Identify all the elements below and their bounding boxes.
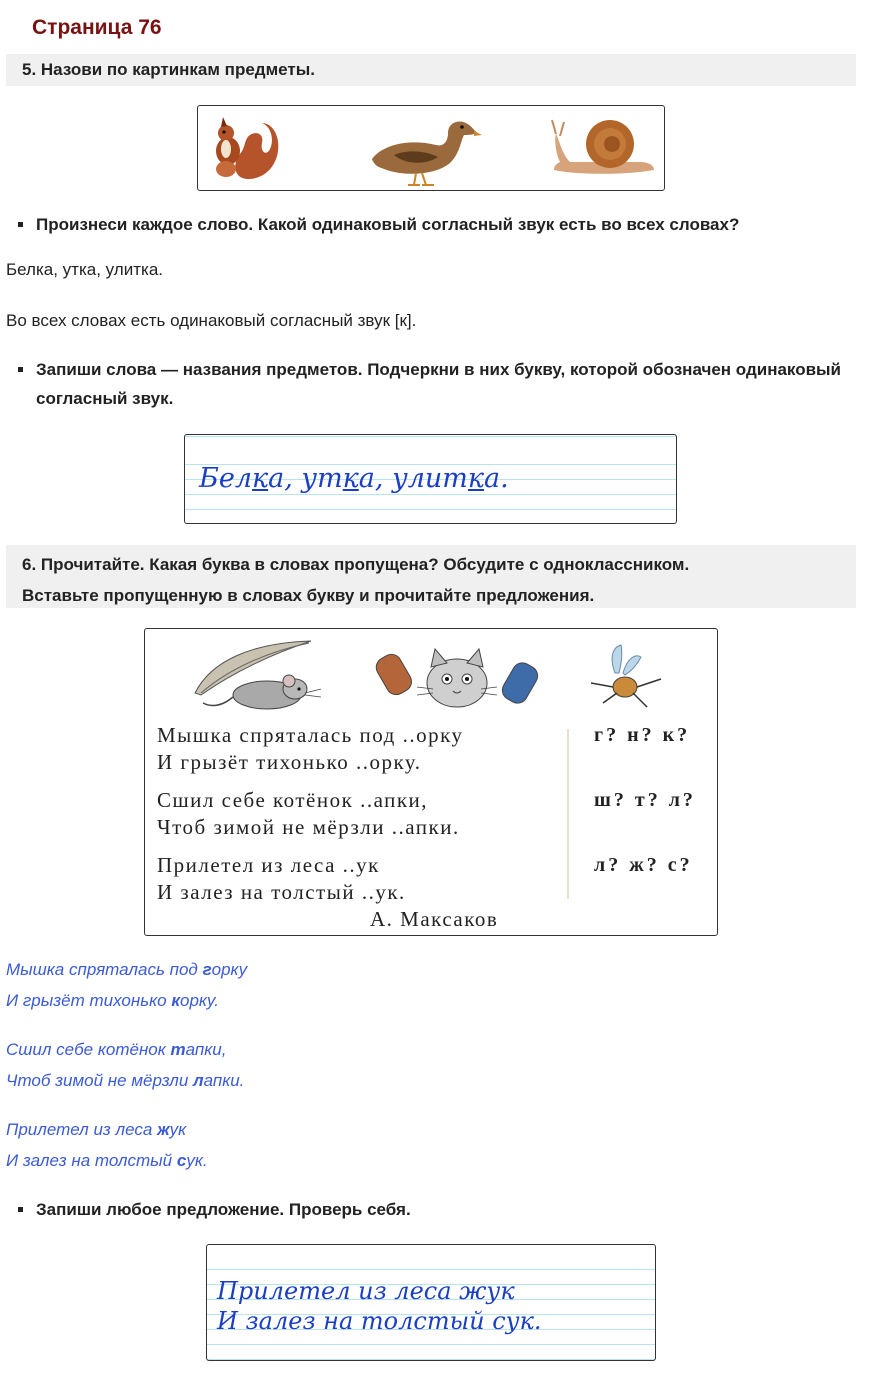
answer-line-2: И грызёт тихонько корку. [6,991,220,1010]
beetle-icon [587,643,667,713]
duck-icon [364,109,482,189]
task-6-question: Запиши любое предложение. Проверь себя. [18,1195,848,1224]
answer-sound: Во всех словах есть одинаковый согласный звук [к]. [6,311,417,330]
mouse-icon [191,637,331,715]
answer-line-5: Прилетел из леса жук [6,1120,187,1139]
snail-icon [550,114,660,184]
answer-line-4: Чтоб зимой не мёрзли лапки. [6,1071,245,1090]
poem-line-4: Чтоб зимой не мёрзли ..апки. [157,815,460,839]
letter-options-2: ш? т? л? [594,789,696,811]
answer-line-6: И залез на толстый сук. [6,1151,208,1170]
answer-line-3: Сшил себе котёнок тапки, [6,1040,227,1059]
handwriting-line-1: Прилетел из леса жук [217,1277,515,1305]
handwriting-line-2: И залез на толстый сук. [217,1307,542,1335]
poem-author: А. Максаков [370,907,499,931]
poem-line-1: Мышка спряталась под ..орку [157,723,464,747]
letter-options-3: л? ж? с? [594,854,693,876]
handwriting-box-1 [184,434,677,524]
task-6-heading: 6. Прочитайте. Какая буква в словах пропущена? Обсудите с одноклассником. Вставьте пропущенную в словах букву и прочитайте предложения. [6,545,856,608]
task-5-question-2: Запиши слова — названия предметов. Подчеркни в них букву, которой обозначен одинаковый согласный звук. [18,355,848,413]
page-title: Страница 76 [32,16,162,39]
poem-line-2: И грызёт тихонько ..орку. [157,750,422,774]
handwriting-box-2 [206,1244,656,1361]
poem-line-3: Сшил себе котёнок ..апки, [157,788,429,812]
poem-line-5: Прилетел из леса ..ук [157,853,380,877]
task-5-pictures [197,105,665,191]
handwriting-words: Белка, утка, улитка. [199,463,509,494]
letter-options-1: г? н? к? [594,724,691,746]
poem-line-6: И залез на толстый ..ук. [157,880,406,904]
task-5-heading: 5. Назови по картинкам предметы. [6,54,856,86]
task-5-question-1: Произнеси каждое слово. Какой одинаковый согласный звук есть во всех словах? [18,210,858,239]
cat-icon [373,637,543,717]
squirrel-icon [204,109,284,189]
answer-words: Белка, утка, улитка. [6,260,163,279]
answer-line-1: Мышка спряталась под горку [6,960,248,979]
